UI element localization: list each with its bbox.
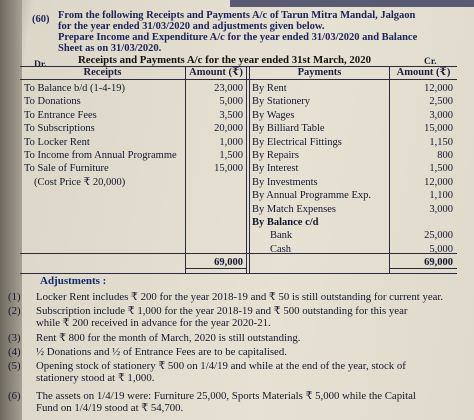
table-title: Receipts and Payments A/c for the year ended 31st March, 2020	[78, 54, 371, 66]
receipt-amount: 3,500	[219, 109, 243, 121]
adjustment-number: (3)	[8, 332, 21, 344]
receipt-label: To Balance b/d (1-4-19)	[24, 83, 126, 94]
payment-amount: 1,100	[429, 190, 453, 202]
question-line: for the year ended 31/03/2020 and adjustments given below.	[58, 21, 325, 32]
receipt-amount: 1,000	[219, 136, 243, 148]
payment-label: Bank	[270, 230, 293, 242]
adjustment-number: (2)	[8, 305, 21, 317]
payment-amount: 12,000	[424, 176, 453, 188]
payment-label: Cash	[270, 243, 291, 255]
payment-amount: 3,000	[429, 109, 453, 121]
receipt-label: To Sale of Furniture	[24, 163, 109, 175]
adjustment-number: (5)	[8, 360, 21, 372]
payment-amount: 3,000	[429, 203, 453, 215]
amount-header-left: Amount (₹)	[189, 67, 243, 78]
total-payments: 69,000	[424, 257, 453, 268]
column-divider	[246, 67, 247, 273]
receipts-payments-table	[20, 66, 457, 274]
payment-amount: 5,000	[429, 243, 453, 255]
payment-label: By Interest	[252, 163, 299, 175]
payment-amount: 800	[437, 150, 453, 161]
question-number: (60)	[32, 14, 50, 25]
payment-label: By Rent	[252, 83, 287, 94]
payment-label: By Balance c/d	[252, 217, 319, 228]
header-underline	[20, 79, 457, 80]
payment-amount: 1,500	[429, 163, 453, 175]
receipt-amount: 23,000	[214, 83, 243, 94]
receipt-label: To Locker Rent	[24, 136, 90, 148]
adjustment-line: Subscription include ₹ 1,000 for the year 2018-19 and ₹ 500 outstanding for this year	[36, 305, 408, 317]
adjustment-line: Opening stock of stationery ₹ 500 on 1/4/19 and while at the end of the year, stock of	[36, 360, 406, 372]
question-line: From the following Receipts and Payments A/c of Tarun Mitra Mandal, Jalgaon	[58, 10, 416, 21]
credit-label: Cr.	[424, 57, 437, 67]
adjustment-line: Locker Rent includes ₹ 200 for the year 2018-19 and ₹ 50 is still outstanding for current year.	[36, 291, 444, 303]
total-double-rule	[389, 268, 457, 269]
payments-header: Payments	[297, 67, 342, 78]
receipt-amount: 1,500	[219, 150, 243, 161]
payment-amount: 2,500	[429, 96, 453, 108]
total-receipts: 69,000	[214, 257, 243, 268]
payment-amount: 15,000	[424, 123, 453, 135]
adjustment-line: Fund on 1/4/19 stood at ₹ 54,700.	[36, 402, 184, 415]
receipt-label: To Income from Annual Programme	[24, 150, 177, 161]
adjustment-line: The assets on 1/4/19 were: Furniture 25,000, Sports Materials ₹ 5,000 while the Capital	[36, 390, 416, 402]
question-line: Sheet as on 31/03/2020.	[58, 43, 162, 54]
adjustment-line: Rent ₹ 800 for the month of March, 2020 is still outstanding.	[36, 332, 301, 344]
receipt-amount: 15,000	[214, 163, 243, 175]
adjustment-line: while ₹ 200 received in advance for the year 2020-21.	[36, 317, 271, 330]
receipts-header: Receipts	[83, 67, 122, 78]
payment-label: By Match Expenses	[252, 203, 336, 215]
payment-amount: 12,000	[424, 83, 453, 94]
column-divider	[249, 67, 250, 273]
receipt-label: To Donations	[24, 96, 81, 108]
debit-label: Dr.	[34, 60, 47, 70]
payment-label: By Billiard Table	[252, 123, 325, 135]
payment-label: By Repairs	[252, 150, 299, 161]
question-text	[58, 10, 458, 54]
adjustment-number: (4)	[8, 346, 21, 358]
adjustment-line: stationery stood at ₹ 1,000.	[36, 372, 155, 385]
payment-label: By Investments	[252, 176, 318, 188]
amount-header-right: Amount (₹)	[396, 67, 451, 78]
payment-amount: 1,150	[429, 136, 453, 148]
total-double-rule	[185, 268, 247, 269]
question-line: Prepare Income and Expenditure A/c for the year ended 31/03/2020 and Balance	[58, 32, 418, 43]
payment-label: By Annual Programme Exp.	[252, 190, 371, 202]
payment-label: By Stationery	[252, 96, 311, 108]
adjustment-number: (1)	[8, 291, 21, 303]
receipt-amount: 5,000	[219, 96, 243, 108]
receipt-label: To Entrance Fees	[24, 109, 97, 121]
adjustments-title: Adjustments :	[40, 275, 107, 287]
top-edge-strip	[230, 0, 474, 7]
receipt-amount: 20,000	[214, 123, 243, 135]
receipt-label: (Cost Price ₹ 20,000)	[34, 176, 126, 188]
payment-amount: 25,000	[424, 230, 453, 242]
payment-label: By Electrical Fittings	[252, 136, 342, 148]
receipt-label: To Subscriptions	[24, 123, 95, 135]
payment-label: By Wages	[252, 109, 295, 121]
adjustment-line: ½ Donations and ½ of Entrance Fees are to be capitalised.	[36, 346, 287, 358]
adjustment-number: (6)	[8, 390, 21, 402]
